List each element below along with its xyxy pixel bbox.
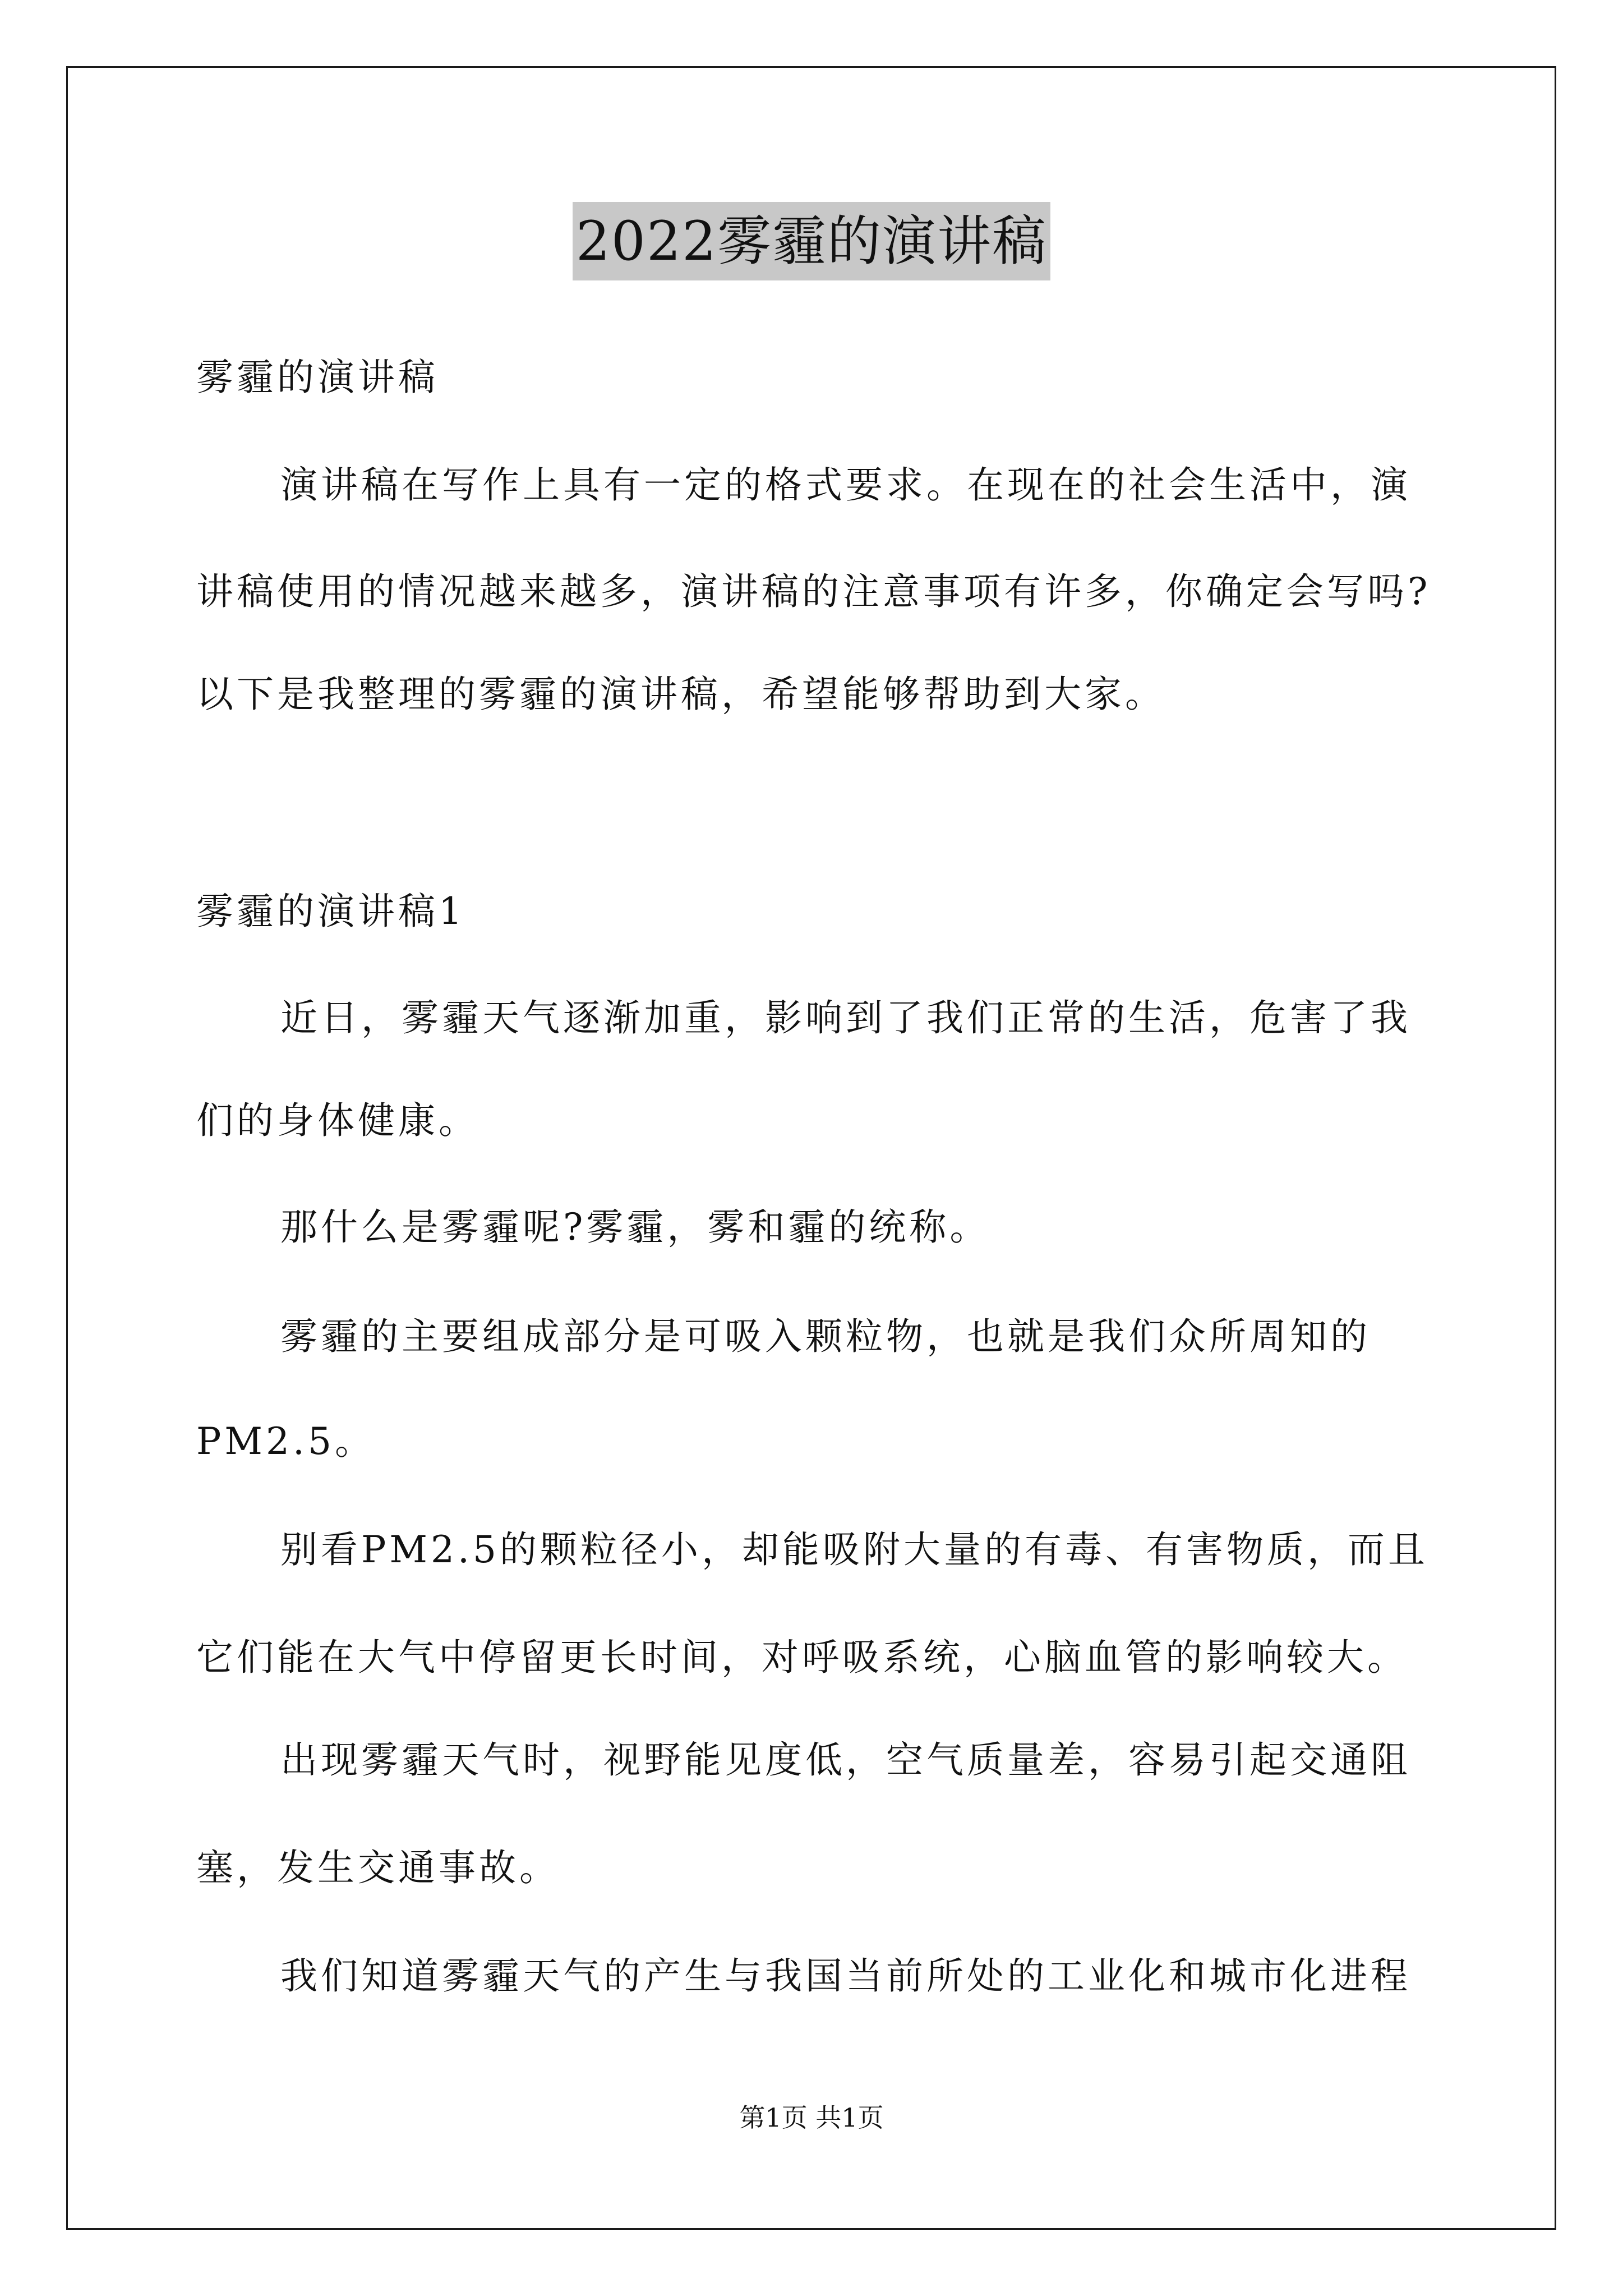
paragraph-line: 别看PM2.5的颗粒径小，却能吸附大量的有毒、有害物质，而且 [280, 1528, 1428, 1571]
paragraph-line: 演讲稿在写作上具有一定的格式要求。在现在的社会生活中，演 [280, 463, 1411, 507]
paragraph-line: 近日，雾霾天气逐渐加重，影响到了我们正常的生活，危害了我 [280, 996, 1411, 1039]
document-title: 2022雾霾的演讲稿 [573, 202, 1050, 280]
paragraph-line: 们的身体健康。 [196, 1099, 479, 1142]
paragraph-line: 我们知道雾霾天气的产生与我国当前所处的工业化和城市化进程 [280, 1954, 1411, 1998]
paragraph-line: 出现雾霾天气时，视野能见度低，空气质量差，容易引起交通阻 [280, 1738, 1411, 1782]
title-container [0, 202, 1623, 280]
section-heading: 雾霾的演讲稿1 [196, 890, 465, 933]
page-number-footer: 第1页 共1页 [739, 2102, 884, 2133]
paragraph-line: PM2.5。 [196, 1420, 375, 1463]
paragraph-line: 塞，发生交通事故。 [196, 1846, 560, 1889]
paragraph-line: 以下是我整理的雾霾的演讲稿，希望能够帮助到大家。 [196, 673, 1165, 716]
section-heading: 雾霾的演讲稿 [196, 356, 439, 399]
paragraph-line: 雾霾的主要组成部分是可吸入颗粒物，也就是我们众所周知的 [280, 1315, 1371, 1358]
paragraph-line: 它们能在大气中停留更长时间，对呼吸系统，心脑血管的影响较大。 [196, 1636, 1408, 1679]
paragraph-line: 讲稿使用的情况越来越多，演讲稿的注意事项有许多，你确定会写吗? [196, 570, 1431, 613]
paragraph-line: 那什么是雾霾呢?雾霾，雾和霾的统称。 [280, 1205, 990, 1249]
